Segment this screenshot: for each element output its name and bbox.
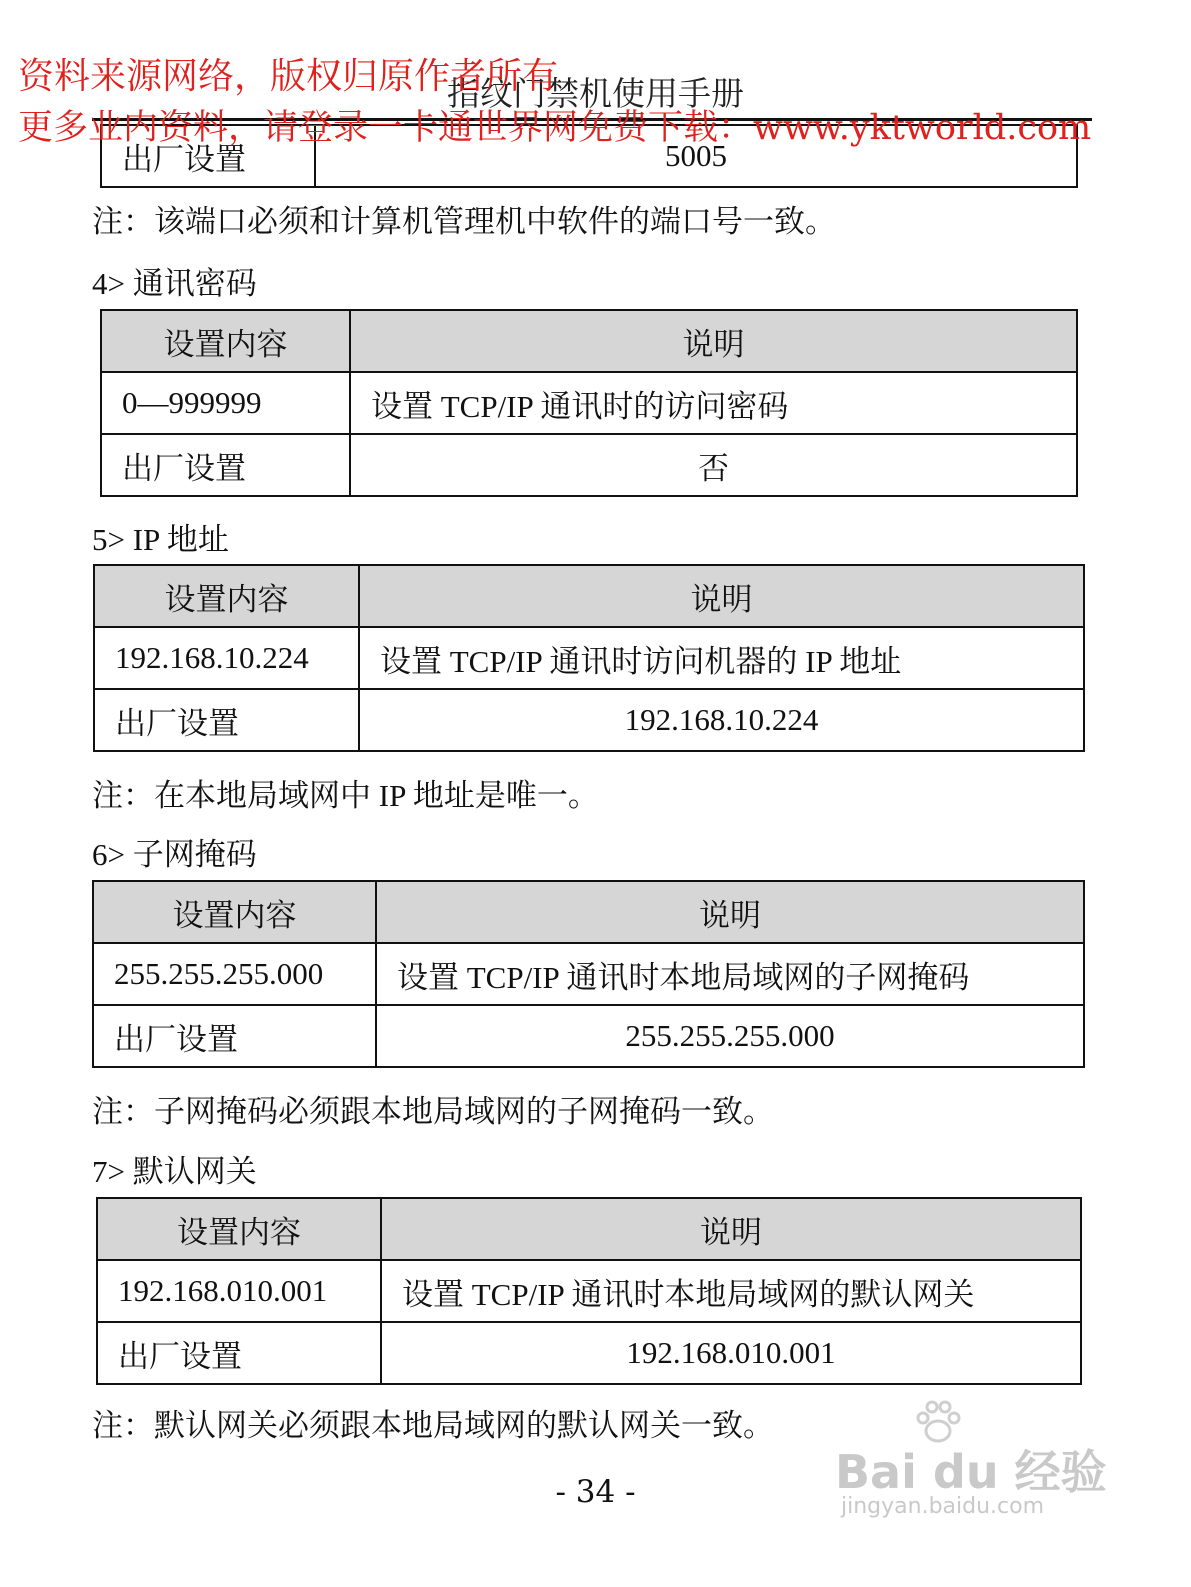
table-row [97,1260,1081,1322]
cell-label: 出厂设置 [101,125,315,187]
page-number: - 34 - [555,1474,636,1510]
cell-value: 0—999999 [101,372,350,434]
cell-default: 255.255.255.000 [376,1005,1084,1067]
table-row [93,943,1084,1005]
cell-default: 否 [350,434,1077,496]
cell-value: 5005 [315,125,1077,187]
section-heading-ip: 5> IP 地址 [92,522,229,557]
note-subnet: 注：子网掩码必须跟本地局域网的子网掩码一致。 [92,1094,774,1129]
table-row [97,1322,1081,1384]
table-header-row [101,310,1077,372]
note-ip: 注：在本地局域网中 IP 地址是唯一。 [92,778,599,813]
baidu-site-text: jingyan.baidu.com [841,1494,1045,1519]
table-row [94,689,1084,751]
watermark-line-2: 更多业内资料，请登录一卡通世界网免费下载：www.yktworld.com [18,108,1092,148]
table-header-row [93,881,1084,943]
watermark-line-1: 资料来源网络，版权归原作者所有 [18,56,559,97]
column-header: 说明 [376,881,1084,943]
cell-description: 设置 TCP/IP 通讯时本地局域网的默认网关 [381,1260,1081,1322]
table-row [94,627,1084,689]
column-header: 说明 [381,1198,1081,1260]
running-title: 指纹门禁机使用手册 [447,74,744,113]
column-header: 设置内容 [93,881,376,943]
column-header: 设置内容 [97,1198,381,1260]
column-header: 设置内容 [101,310,350,372]
table-row [101,434,1077,496]
cell-label: 出厂设置 [97,1322,381,1384]
cell-description: 设置 TCP/IP 通讯时访问机器的 IP 地址 [359,627,1084,689]
cell-default: 192.168.010.001 [381,1322,1081,1384]
cell-value: 255.255.255.000 [93,943,376,1005]
column-header: 说明 [350,310,1077,372]
section-heading-gateway: 7> 默认网关 [92,1154,257,1189]
gateway-table [96,1197,1082,1385]
section-heading-subnet: 6> 子网掩码 [92,837,257,872]
table-header-row [97,1198,1081,1260]
table-row [93,1005,1084,1067]
cell-label: 出厂设置 [101,434,350,496]
section-heading-password: 4> 通讯密码 [92,266,257,301]
password-table [100,309,1078,497]
table-row [101,372,1077,434]
column-header: 说明 [359,565,1084,627]
cell-value: 192.168.010.001 [97,1260,381,1322]
cell-label: 出厂设置 [94,689,359,751]
baidu-watermark-logo [835,1398,1125,1528]
column-header: 设置内容 [94,565,359,627]
note-gateway: 注：默认网关必须跟本地局域网的默认网关一致。 [92,1408,774,1443]
table-header-row [94,565,1084,627]
subnet-table [92,880,1085,1068]
cell-default: 192.168.10.224 [359,689,1084,751]
baidu-brand-text: Bai du 经验 [835,1445,1107,1499]
cell-label: 出厂设置 [93,1005,376,1067]
cell-description: 设置 TCP/IP 通讯时的访问密码 [350,372,1077,434]
cell-value: 192.168.10.224 [94,627,359,689]
cell-description: 设置 TCP/IP 通讯时本地局域网的子网掩码 [376,943,1084,1005]
ip-table [93,564,1085,752]
note-port: 注：该端口必须和计算机管理机中软件的端口号一致。 [92,204,836,239]
